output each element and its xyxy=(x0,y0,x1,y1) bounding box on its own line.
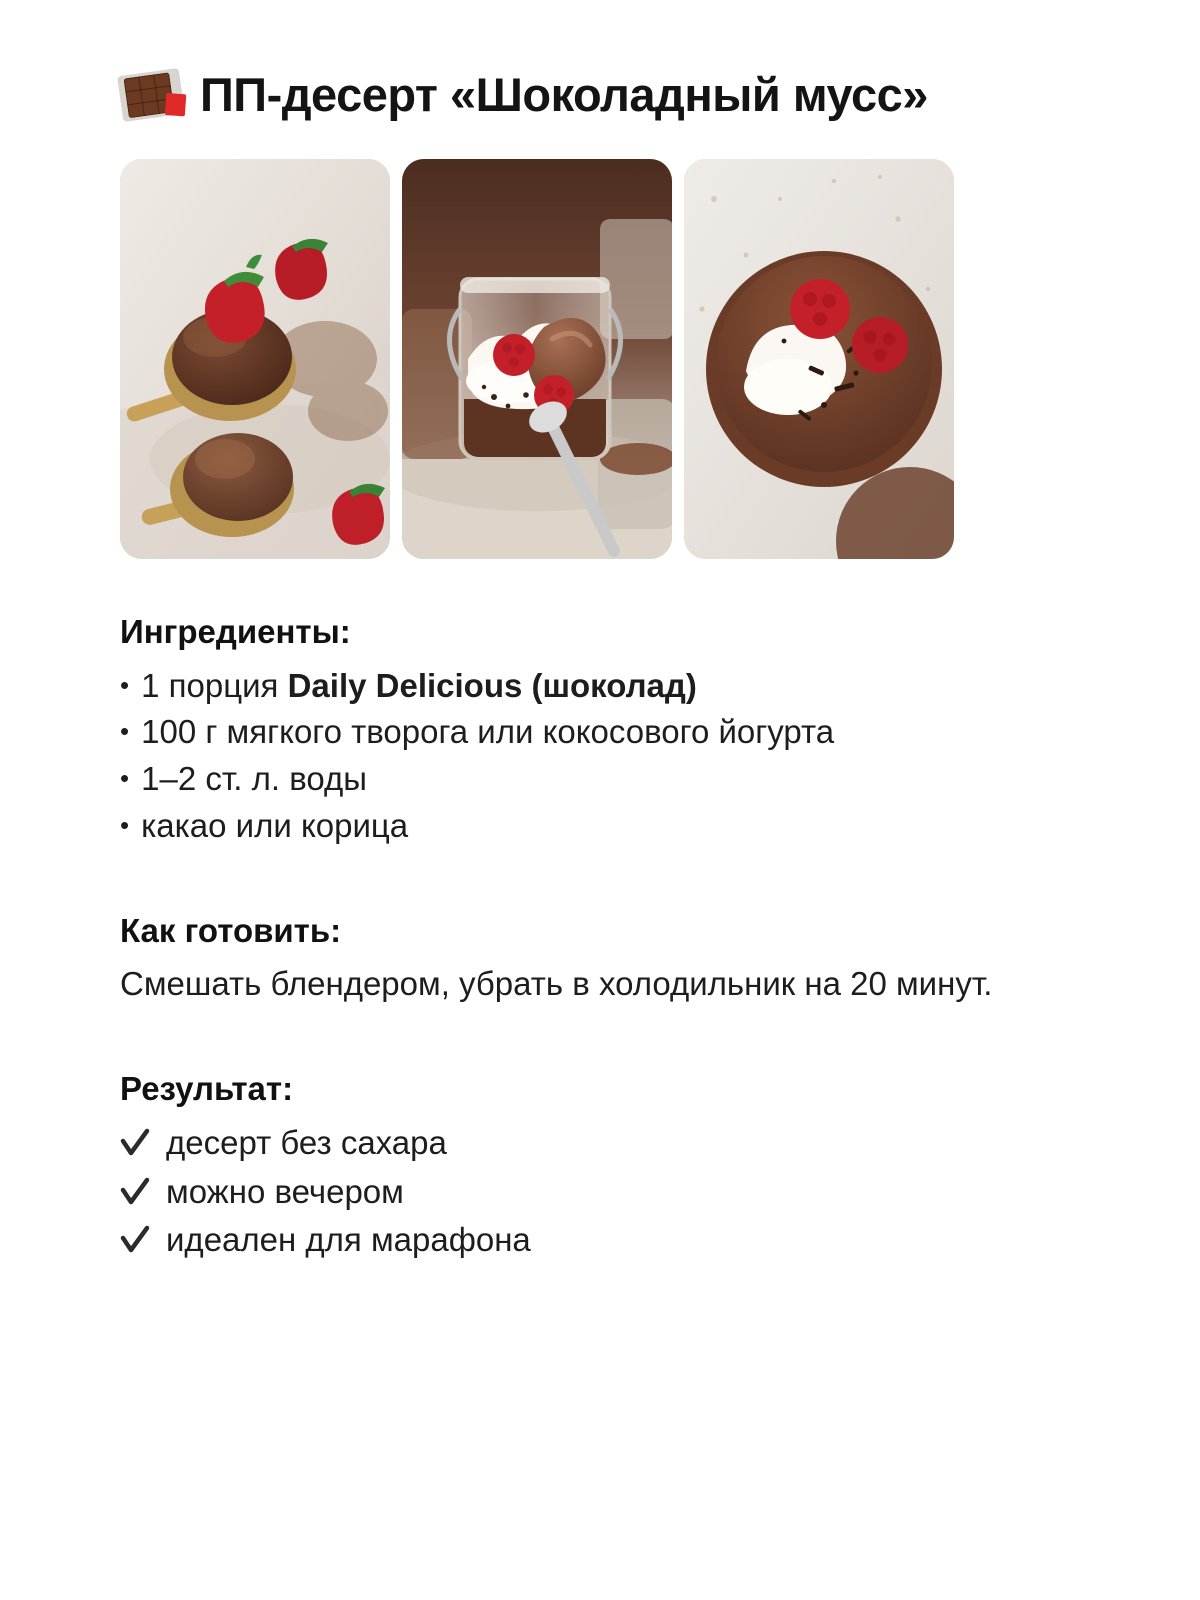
ingredient-text: 100 г мягкого творога или кокосового йогурта xyxy=(141,713,835,751)
section-instructions xyxy=(120,910,1140,1008)
ingredient-text: какао или корица xyxy=(141,807,409,845)
result-text: идеален для марафона xyxy=(166,1220,531,1258)
page-title xyxy=(120,70,1140,119)
result-list xyxy=(120,1119,1140,1264)
ingredients-heading: Ингредиенты: xyxy=(120,613,351,651)
ingredient-text: 1 порция Daily Delicious (шоколад) xyxy=(141,666,697,704)
list-item xyxy=(120,663,1140,710)
chocolate-bar-icon xyxy=(117,68,185,122)
title-text: ПП-десерт «Шоколадный мусс» xyxy=(200,68,928,121)
bullet-icon: • xyxy=(120,763,130,794)
list-item xyxy=(120,1119,1140,1167)
photo-mousse-glass xyxy=(684,159,954,559)
result-text: можно вечером xyxy=(166,1172,404,1210)
photo-mousse-strawberry xyxy=(120,159,390,559)
section-ingredients xyxy=(120,611,1140,850)
bullet-icon: • xyxy=(120,810,130,841)
list-item xyxy=(120,756,1140,803)
instructions-text: Смешать блендером, убрать в холодильник на 20 минут. xyxy=(120,965,993,1003)
check-icon xyxy=(120,1225,150,1255)
photo-mousse-jar xyxy=(402,159,672,559)
spacer xyxy=(120,858,1140,910)
instructions-heading: Как готовить: xyxy=(120,912,342,950)
check-icon xyxy=(120,1177,150,1207)
ingredients-list xyxy=(120,663,1140,850)
result-text: десерт без сахара xyxy=(166,1124,447,1162)
photo-strip xyxy=(120,159,1140,559)
bullet-icon: • xyxy=(120,669,130,700)
spacer xyxy=(120,1016,1140,1068)
ingredient-text: 1–2 ст. л. воды xyxy=(141,760,367,798)
list-item xyxy=(120,1216,1140,1264)
bullet-icon: • xyxy=(120,716,130,747)
list-item xyxy=(120,709,1140,756)
result-heading: Результат: xyxy=(120,1070,294,1108)
list-item xyxy=(120,1168,1140,1216)
section-result xyxy=(120,1068,1140,1264)
check-icon xyxy=(120,1128,150,1158)
list-item xyxy=(120,803,1140,850)
